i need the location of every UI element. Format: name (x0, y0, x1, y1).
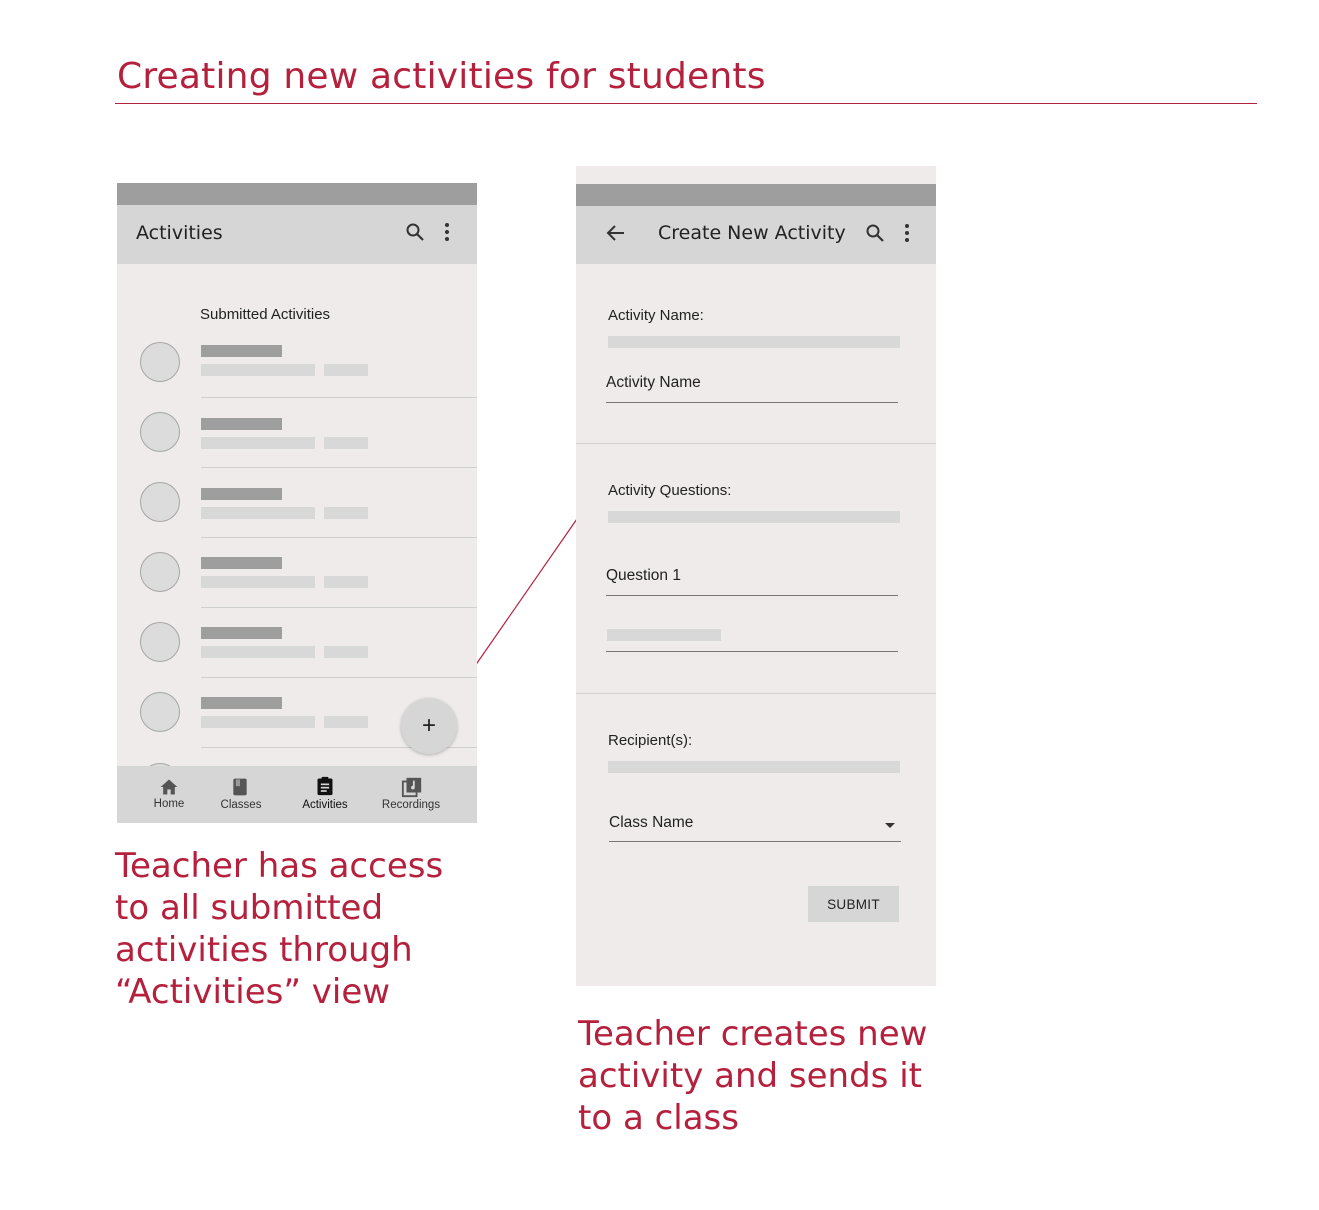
list-item[interactable] (117, 333, 477, 403)
status-bar (117, 183, 477, 205)
subtitle-placeholder (201, 437, 315, 449)
question-1-field[interactable] (606, 564, 898, 597)
avatar (140, 342, 180, 382)
list-item[interactable] (117, 473, 477, 543)
field-underline (606, 595, 898, 596)
search-icon[interactable] (863, 221, 887, 245)
nav-item-classes[interactable] (215, 766, 267, 823)
field-underline (606, 651, 898, 652)
nav-label: Home (153, 798, 185, 810)
clipboard-icon (315, 775, 335, 797)
avatar (140, 482, 180, 522)
activity-questions-label: Activity Questions: (608, 482, 732, 499)
status-bar (576, 184, 936, 206)
nav-label: Recordings (381, 799, 441, 811)
nav-label: Activities (302, 799, 348, 811)
activities-caption: Teacher has access to all submitted activities through “Activities” view (115, 846, 444, 1012)
helper-text-placeholder (608, 336, 900, 348)
row-divider (201, 467, 477, 468)
question-1-value: Question 1 (606, 567, 681, 584)
app-bar-title: Create New Activity (658, 222, 846, 244)
home-icon (159, 777, 179, 797)
section-divider (576, 443, 936, 444)
title-placeholder (201, 697, 282, 709)
avatar (140, 692, 180, 732)
app-bar-title: Activities (136, 222, 223, 244)
create-activity-caption: Teacher creates new activity and sends it to a class (578, 1014, 928, 1138)
bottom-navigation (117, 766, 477, 823)
nav-item-recordings[interactable] (375, 766, 447, 823)
page-title: Creating new activities for students (117, 56, 766, 97)
nav-item-home[interactable] (147, 766, 191, 823)
activity-name-label: Activity Name: (608, 307, 704, 324)
activity-name-value: Activity Name (606, 374, 701, 391)
helper-text-placeholder (608, 761, 900, 773)
title-placeholder (201, 418, 282, 430)
question-2-field[interactable] (606, 626, 898, 653)
more-vert-icon[interactable] (895, 221, 919, 245)
create-activity-screen (576, 166, 936, 986)
class-select[interactable] (609, 811, 901, 843)
title-placeholder (201, 345, 282, 357)
section-label: Submitted Activities (200, 306, 331, 323)
list-item[interactable] (117, 403, 477, 473)
title-divider (115, 103, 1257, 104)
subtitle-placeholder (201, 576, 315, 588)
activity-name-field[interactable] (606, 371, 898, 404)
back-arrow-icon[interactable] (604, 221, 628, 245)
search-icon[interactable] (403, 220, 427, 244)
app-bar (117, 205, 477, 264)
submit-button[interactable]: SUBMIT (808, 886, 899, 922)
meta-placeholder (324, 507, 368, 519)
book-icon (230, 776, 250, 798)
row-divider (201, 537, 477, 538)
meta-placeholder (324, 716, 368, 728)
title-placeholder (201, 557, 282, 569)
music-library-icon (401, 776, 423, 798)
meta-placeholder (324, 646, 368, 658)
app-bar (576, 206, 936, 264)
field-underline (606, 402, 898, 403)
nav-item-activities[interactable] (295, 766, 355, 823)
subtitle-placeholder (201, 507, 315, 519)
helper-text-placeholder (608, 511, 900, 523)
avatar (140, 552, 180, 592)
avatar (140, 412, 180, 452)
section-divider (576, 693, 936, 694)
add-activity-button[interactable] (401, 698, 457, 754)
avatar (140, 622, 180, 662)
question-placeholder (607, 629, 721, 641)
row-divider (201, 677, 477, 678)
title-placeholder (201, 488, 282, 500)
subtitle-placeholder (201, 716, 315, 728)
activities-screen (117, 183, 477, 823)
row-divider (201, 397, 477, 398)
meta-placeholder (324, 364, 368, 376)
row-divider (201, 607, 477, 608)
dropdown-arrow-icon (883, 820, 897, 830)
subtitle-placeholder (201, 364, 315, 376)
class-select-value: Class Name (609, 814, 694, 831)
nav-label: Classes (220, 799, 262, 811)
meta-placeholder (324, 437, 368, 449)
title-placeholder (201, 627, 282, 639)
list-item[interactable] (117, 613, 477, 683)
list-item[interactable] (117, 543, 477, 613)
subtitle-placeholder (201, 646, 315, 658)
recipients-label: Recipient(s): (608, 732, 693, 749)
meta-placeholder (324, 576, 368, 588)
more-vert-icon[interactable] (435, 220, 459, 244)
plus-icon: + (421, 712, 436, 739)
field-underline (609, 841, 901, 842)
